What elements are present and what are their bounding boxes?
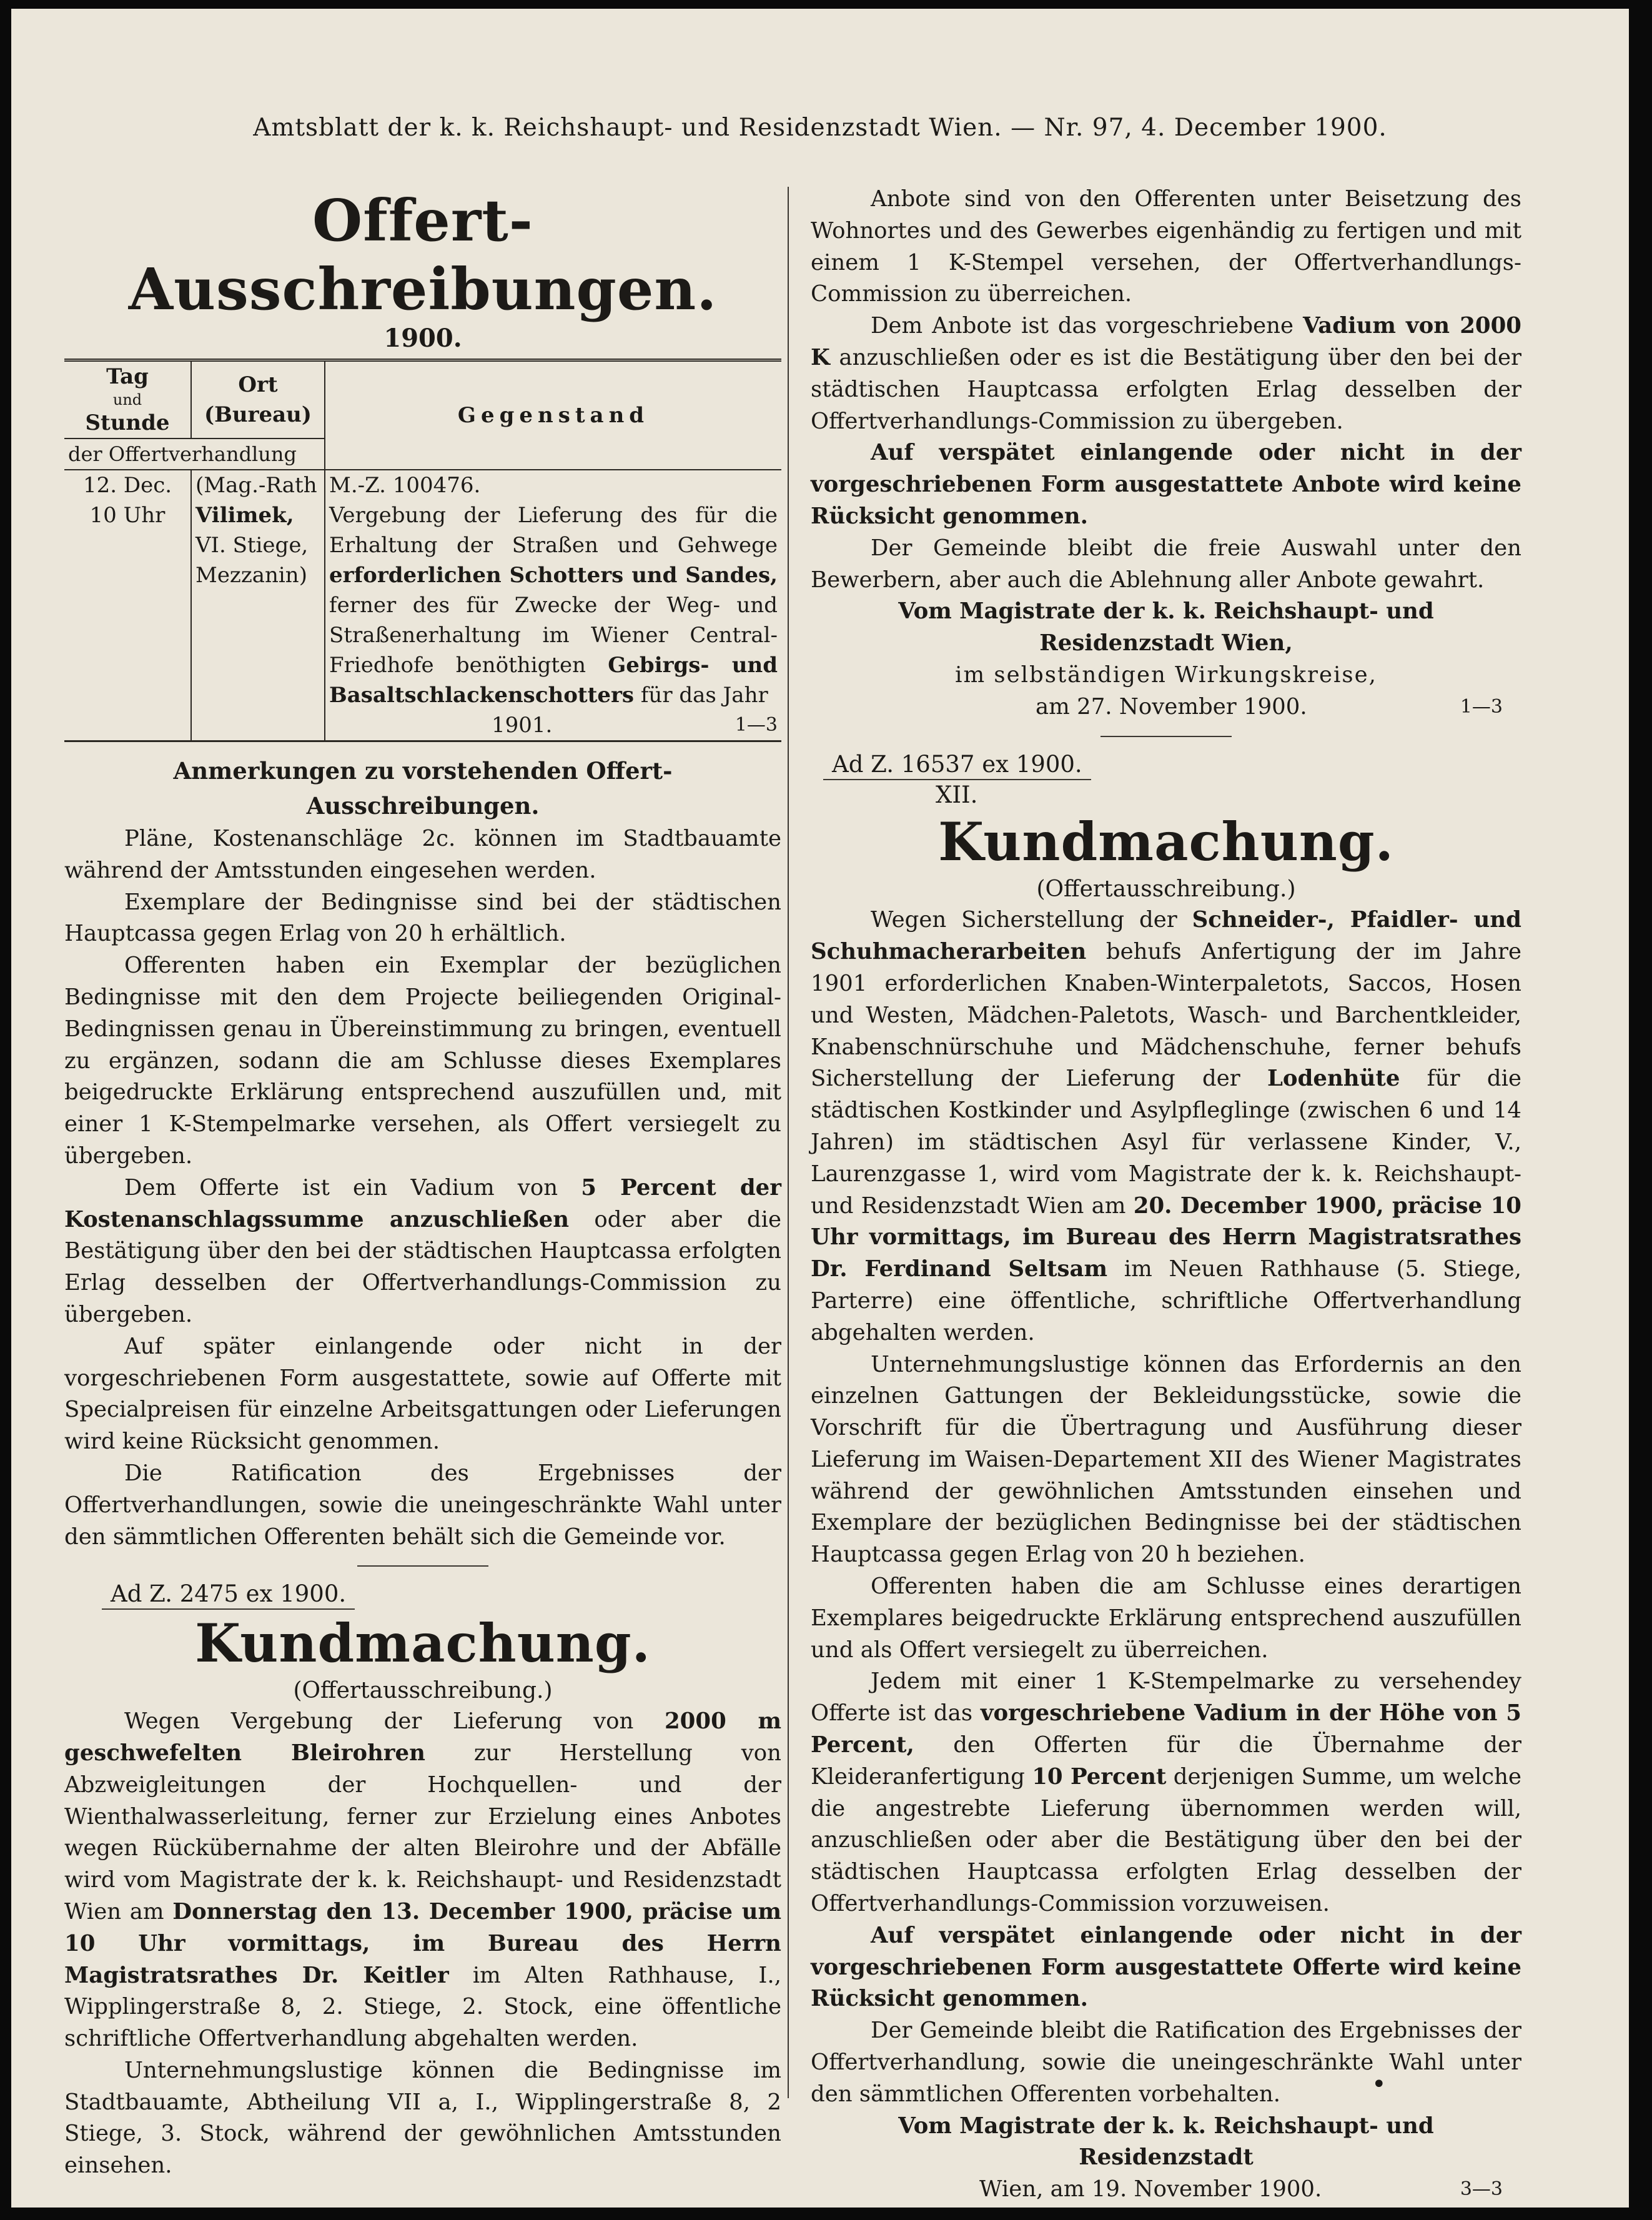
signature-line: im selbständigen Wirkungskreise, (955, 662, 1377, 688)
ad2-p1-a: Wegen Vergebung der Lieferung von (124, 1708, 634, 1735)
row-subject-text (329, 500, 778, 710)
row-date: 12. Dec. (82, 473, 172, 498)
note-paragraph: Offerenten haben ein Exemplar der bezüglichen Bedingnisse mit den dem Projecte beiliegenden Original-Bedingnissen genau in Übereinstimmung zu bringen, eventuell zu ergänzen, sodann die am Schlusse dieses Exemplares beigedruckte Erklärung entsprechend auszufüllen und, mit einer 1 K-Stempelmarke versehen, als Offert versiegelt zu übergeben. (64, 953, 781, 1169)
announcement-paragraph: Offerenten haben die am Schlusse eines derartigen Exemplares beigedruckte Erklärung entsprechend auszufüllen und als Offert versiegelt zu überreichen. (811, 1573, 1521, 1663)
col-place-header-line1: Ort (238, 372, 278, 397)
row-subject (325, 470, 781, 741)
signature-date: Wien, am 19. November 1900. (979, 2176, 1322, 2203)
note-vadium-a: Dem Offerte ist ein Vadium von (124, 1174, 558, 1201)
col-date-header-line2: und (112, 391, 142, 409)
row-count: 1—3 (734, 714, 778, 736)
row-reference: M.-Z. 100476. (329, 473, 481, 498)
col-date-header (64, 360, 191, 439)
ad3-p1-d: Lodenhüte (1267, 1066, 1400, 1092)
col-date-header-line3: Stunde (85, 410, 170, 435)
signature-line: Vom Magistrate der k. k. Reichshaupt- und Residenzstadt (898, 2113, 1434, 2171)
row-time: 10 Uhr (89, 503, 166, 528)
announcement-paragraph (811, 310, 1521, 437)
subject-part-b: erforderlichen Schotters und Sandes, (329, 563, 778, 588)
divider-rule (1101, 736, 1232, 737)
notes-title: Anmerkungen zu vorstehenden Offert-Ausschreibungen. (173, 757, 673, 820)
note-paragraph: Pläne, Kostenanschläge 2c. können im Stadtbauamte während der Amtsstunden eingesehen werden. (64, 826, 781, 883)
row-year: 1901. (492, 713, 553, 738)
col-place-header-line2: (Bureau) (204, 402, 312, 427)
section-title: Offert-Ausschreibungen. (128, 187, 718, 323)
signature-date-row (811, 2174, 1521, 2206)
note-paragraph: Exemplare der Bedingnisse sind bei der städtischen Hauptcassa gegen Erlag von 20 h erhältlich. (64, 889, 781, 947)
page-mark: • (1372, 2070, 1387, 2099)
ad-reference: Ad Z. 2475 ex 1900. (102, 1580, 355, 1610)
note-paragraph: Auf später einlangende oder nicht in der vorgeschriebenen Form ausgestattete, sowie auf Offerte mit Specialpreisen für einzelne Arbeitsgattungen oder Lieferungen wird keine Rücksicht genommen. (64, 1333, 781, 1455)
announcement-subtitle: (Offertausschreibung.) (1036, 876, 1296, 903)
row-place-line2: Vilimek, (195, 503, 294, 528)
signature-date: am 27. November 1900. (1036, 693, 1307, 720)
announcement-notice: Auf verspätet einlangende oder nicht in der vorgeschriebenen Form ausgestattete Offerte wird keine Rücksicht genommen. (811, 1922, 1521, 2012)
col-subject-header: Gegenstand (457, 403, 650, 428)
ad3-p1-g: im Neuen Rathhause (5. Stiege, Parterre) eine öffentliche, schriftliche Offertverhandlung abgehalten werden. (811, 1256, 1521, 1345)
col-place-header (191, 360, 325, 439)
ad2-p1-b: 2000 m geschwefelten Bleirohren (64, 1708, 782, 1766)
note-vadium (64, 1172, 781, 1331)
ad3-p4-c: den Offerten für die Übernahme der Kleideranfertigung (811, 1732, 1521, 1790)
table-row (64, 470, 781, 741)
department-number: XII. (936, 781, 978, 809)
col-date-header-line1: Tag (106, 364, 149, 389)
section-year: 1900. (383, 324, 462, 353)
announcement-title: Kundmachung. (195, 1612, 651, 1675)
ad3-p1-f: 20. December 1900, präcise 10 Uhr vormittags, im Bureau des Herrn Magistratsrathes Dr. Ferdinand Seltsam (811, 1192, 1521, 1282)
signature-line: Vom Magistrate der k. k. Reichshaupt- und Residenzstadt Wien, (898, 598, 1434, 657)
ad2-p1-c: zur Herstellung von Abzweigleitungen der Hochquellen- und der Wienthalwasserleitung, ferner zur Erzielung eines Anbotes wegen Rückübernahme der alten Bleirohre und der Abfälle wird vom Magistrate der k. k. Reichshaupt- und Residenzstadt Wien am (64, 1740, 781, 1925)
ad3-p1-a: Wegen Sicherstellung der (871, 907, 1177, 933)
divider-rule (357, 1565, 488, 1567)
ad3-p4-e: derjenigen Summe, um welche die angestrebte Lieferung übernommen werden will, anzuschließen oder aber die Bestätigung über den bei der städtischen Hauptcassa erfolgten Erlag desselben der Offertverhandlungs-Commission vorzuweisen. (811, 1763, 1521, 1917)
row-place-line1: (Mag.-Rath (195, 473, 317, 498)
ad3-p4-b: vorgeschriebene Vadium in der Höhe von 5 Percent, (811, 1700, 1522, 1758)
left-column (64, 184, 781, 2182)
right-p2-a: Dem Anbote ist das vorgeschriebene (871, 313, 1293, 339)
note-vadium-b: 5 Percent der Kostenanschlagssumme anzuschließen (64, 1174, 781, 1232)
note-paragraph: Die Ratification des Ergebnisses der Offertverhandlungen, sowie die uneingeschränkte Wahl unter den sämmtlichen Offerenten behält sich die Gemeinde vor. (64, 1460, 781, 1550)
announcement-paragraph: Der Gemeinde bleibt die freie Auswahl unter den Bewerbern, aber auch die Ablehnung aller Anbote gewahrt. (811, 535, 1521, 593)
row-place-line4: Mezzanin) (195, 563, 307, 588)
announcement-paragraph (811, 1666, 1521, 1920)
row-date-time (64, 470, 191, 741)
announcement-paragraph: Unternehmungslustige können die Bedingnisse im Stadtbauamte, Abtheilung VII a, I., Wipplingerstraße 8, 2 Stiege, 3. Stock, während der gewöhnlichen Amtsstunden einsehen. (64, 2057, 781, 2179)
ad-reference: Ad Z. 16537 ex 1900. (823, 750, 1091, 780)
row-footer (329, 710, 778, 740)
announcement-paragraph (811, 904, 1521, 1349)
ad3-p1-e: für die städtischen Kostkinder und Asylpfleglinge (zwischen 6 und 14 Jahren) im städtischen Asyl für verlassene Kinder, V., Laurenzgasse 1, wird vom Magistrate der k. k. Reichshaupt- und Residenzstadt Wien am (811, 1066, 1521, 1219)
subject-part-e: für das Jahr (640, 683, 768, 708)
signature-count: 3—3 (1460, 2178, 1503, 2201)
ad3-p4-a: Jedem mit einer 1 K-Stempelmarke zu versehendey Offerte ist das (811, 1668, 1521, 1727)
ad3-p1-c: behufs Anfertigung der im Jahre 1901 erforderlichen Knaben-Winterpaletots, Saccos, Hosen und Westen, Mädchen-Paletots, Wasch- und Barchentkleider, Knabenschnürschuhe und Mädchenschuhe, ferner behufs Sicherstellung der Lieferung der (811, 939, 1521, 1092)
ad3-p1-b: Schneider-, Pfaidler- und Schuhmacherarbeiten (811, 907, 1521, 965)
signature-date-row (811, 691, 1521, 723)
row-place (191, 470, 325, 741)
announcement-paragraph (64, 1706, 781, 2055)
ad2-p1-d: Donnerstag den 13. December 1900, präcise um 10 Uhr vormittags, im Bureau des Herrn Magistratsrathes Dr. Keitler (64, 1898, 782, 1988)
ad2-p1-e: im Alten Rathhause, I., Wipplingerstraße 8, 2. Stiege, 2. Stock, eine öffentliche schriftliche Offertverhandlung abgehalten werden. (64, 1962, 781, 2052)
column-divider (788, 187, 789, 2098)
announcement-paragraph: Anbote sind von den Offerenten unter Beisetzung des Wohnortes und des Gewerbes eigenhändig zu fertigen und mit einem 1 K-Stempel versehen, der Offertverhandlungs-Commission zu überreichen. (811, 186, 1521, 307)
row-place-line3: VI. Stiege, (195, 533, 309, 558)
col-subheader: der Offertverhandlung (64, 439, 325, 470)
announcement-subtitle: (Offertausschreibung.) (293, 1678, 553, 1704)
subject-part-d: Gebirgs- und Basaltschlackenschotters (329, 653, 778, 708)
announcement-paragraph: Unternehmungslustige können das Erfordernis an den einzelnen Gattungen der Bekleidungsstücke, sowie die Vorschrift für die Übertragung und Ausführung dieser Lieferung im Waisen-Departement XII des Wiener Magistrates während der gewöhnlichen Amtsstunden einsehen und Exemplare der bezüglichen Bedingnisse bei der städtischen Hauptcassa gegen Erlag von 20 h beziehen. (811, 1351, 1521, 1568)
subject-part-a: Vergebung der Lieferung des für die Erhaltung der Straßen und Gehwege (329, 503, 778, 558)
announcement-title: Kundmachung. (938, 811, 1394, 873)
ad3-p4-d: 10 Percent (1032, 1763, 1167, 1790)
right-p2-c: anzuschließen oder es ist die Bestätigung über den bei der städtischen Hauptcassa erfolgten Erlag desselben der Offertverhandlungs-Commission zu übergeben. (811, 344, 1521, 434)
tender-table (64, 359, 781, 742)
page-header: Amtsblatt der k. k. Reichshaupt- und Residenzstadt Wien. — Nr. 97, 4. December 1900. (253, 114, 1387, 142)
table-header-row (64, 360, 781, 439)
announcement-notice: Auf verspätet einlangende oder nicht in der vorgeschriebenen Form ausgestattete Anbote wird keine Rücksicht genommen. (811, 440, 1521, 529)
signature-count: 1—3 (1460, 695, 1503, 718)
subject-part-c: ferner des für Zwecke der Weg- und Straßenerhaltung im Wiener Central-Friedhofe benöthigten (329, 593, 778, 678)
right-column (811, 184, 1521, 2206)
note-vadium-c: oder aber die Bestätigung über den bei der städtischen Hauptcassa erfolgten Erlag desselben der Offertverhandlungs-Commission zu übergeben. (64, 1206, 781, 1327)
announcement-paragraph: Der Gemeinde bleibt die Ratification des Ergebnisses der Offertverhandlung, sowie die uneingeschränkte Wahl unter den sämmtlichen Offerenten vorbehalten. (811, 2018, 1521, 2107)
newspaper-page (11, 9, 1629, 2208)
right-p2-b: Vadium von 2000 K (811, 313, 1521, 370)
